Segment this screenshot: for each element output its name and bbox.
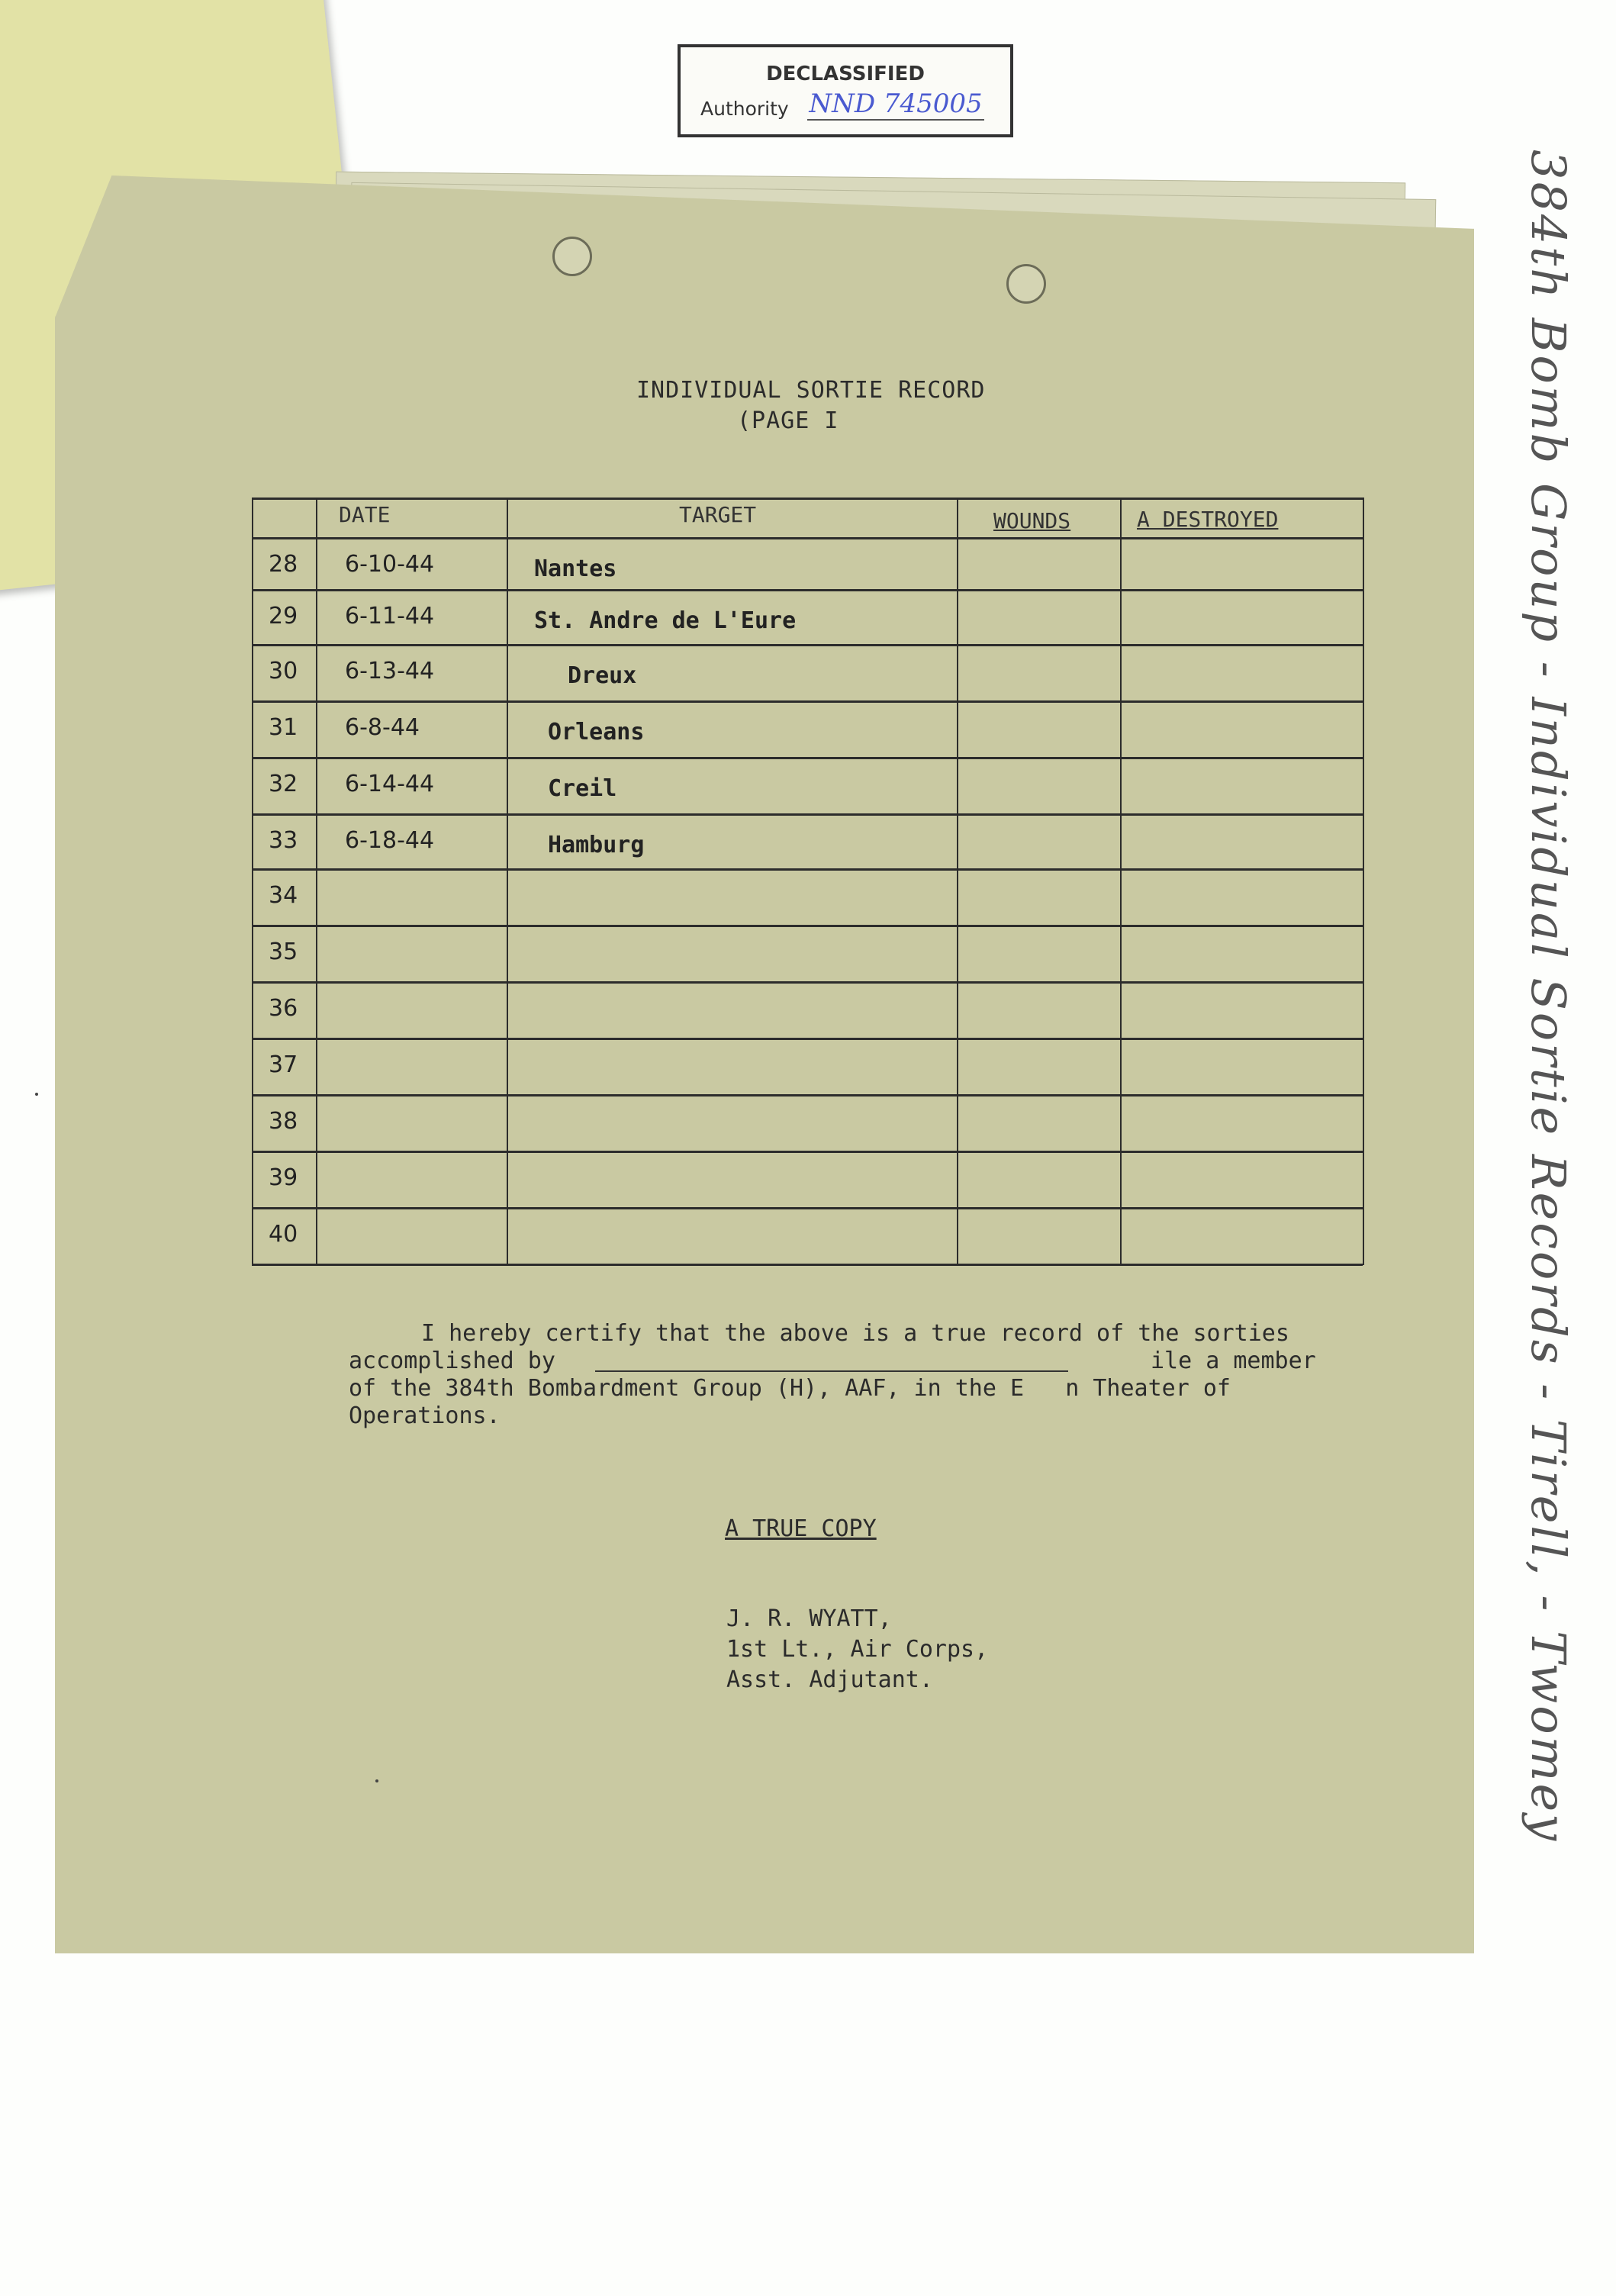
row-target: Hamburg <box>548 832 645 858</box>
stamp-title: DECLASSIFIED <box>766 63 925 85</box>
table-column-rule <box>316 498 317 1265</box>
row-number: 36 <box>269 995 298 1022</box>
row-number: 31 <box>269 714 298 741</box>
row-date: 6-14-44 <box>345 771 435 797</box>
table-column-rule <box>1363 498 1364 1265</box>
table-row-rule <box>252 925 1363 927</box>
punch-hole <box>552 237 592 276</box>
stamp-authority-label: Authority <box>700 98 789 120</box>
header-destroyed: A DESTROYED <box>1137 507 1279 532</box>
table-row-rule <box>252 1264 1363 1266</box>
header-date: DATE <box>339 502 391 527</box>
paper-speck <box>375 1779 378 1782</box>
row-number: 32 <box>269 771 298 797</box>
signatory-name: J. R. WYATT, <box>726 1605 892 1632</box>
page-label: (PAGE I <box>737 407 839 434</box>
row-number: 33 <box>269 827 298 854</box>
row-number: 30 <box>269 658 298 684</box>
certification-line: of the 384th Bombardment Group (H), AAF, in the E n Theater of <box>349 1375 1231 1402</box>
paper-speck <box>35 1093 38 1096</box>
certification-line-end: ile a member <box>1151 1348 1316 1374</box>
table-row-rule <box>252 868 1363 871</box>
row-target: St. Andre de L'Eure <box>534 607 797 634</box>
row-date: 6-10-44 <box>345 551 435 578</box>
row-number: 34 <box>269 882 298 909</box>
table-row-rule <box>252 537 1363 539</box>
header-wounds: WOUNDS <box>993 508 1071 533</box>
table-row-rule <box>252 981 1363 984</box>
stamp-authority-value: NND 745005 <box>807 89 984 121</box>
punch-hole <box>1006 264 1046 304</box>
row-target: Nantes <box>534 555 617 582</box>
table-row-rule <box>252 1207 1363 1209</box>
row-number: 38 <box>269 1108 298 1135</box>
table-column-rule <box>1120 498 1122 1265</box>
table-row-rule <box>252 700 1363 703</box>
true-copy-label: A TRUE COPY <box>725 1515 877 1542</box>
declassified-stamp <box>678 44 1013 137</box>
row-date: 6-8-44 <box>345 714 420 741</box>
certification-line: I hereby certify that the above is a true record of the sorties <box>421 1320 1289 1347</box>
table-row-rule <box>252 757 1363 759</box>
row-number: 29 <box>269 603 298 630</box>
row-number: 37 <box>269 1051 298 1078</box>
row-number: 35 <box>269 939 298 965</box>
table-row-rule <box>252 1151 1363 1153</box>
handwritten-margin-note: 384th Bomb Group - Individual Sortie Records - Tirell, - Twomey <box>1521 150 1576 1844</box>
table-row-rule <box>252 813 1363 816</box>
sortie-table <box>252 498 1363 1265</box>
table-column-rule <box>252 498 253 1265</box>
table-row-rule <box>252 589 1363 591</box>
signatory-rank: 1st Lt., Air Corps, <box>726 1636 989 1663</box>
row-number: 40 <box>269 1221 298 1248</box>
certification-line: Operations. <box>349 1402 501 1429</box>
row-number: 39 <box>269 1164 298 1191</box>
signatory-title: Asst. Adjutant. <box>726 1666 933 1693</box>
row-date: 6-18-44 <box>345 827 435 854</box>
table-row-rule <box>252 644 1363 646</box>
table-row-rule <box>252 1038 1363 1040</box>
table-column-rule <box>507 498 508 1265</box>
row-target: Creil <box>548 775 617 802</box>
certification-line: accomplished by <box>349 1348 555 1374</box>
name-blank-line <box>595 1370 1068 1372</box>
row-date: 6-13-44 <box>345 658 435 684</box>
table-column-rule <box>957 498 958 1265</box>
table-row-rule <box>252 498 1363 500</box>
row-date: 6-11-44 <box>345 603 435 630</box>
header-target: TARGET <box>679 502 757 527</box>
row-target: Orleans <box>548 719 645 745</box>
row-number: 28 <box>269 551 298 578</box>
table-row-rule <box>252 1094 1363 1096</box>
row-target: Dreux <box>568 662 637 689</box>
document-title: INDIVIDUAL SORTIE RECORD <box>636 377 986 404</box>
